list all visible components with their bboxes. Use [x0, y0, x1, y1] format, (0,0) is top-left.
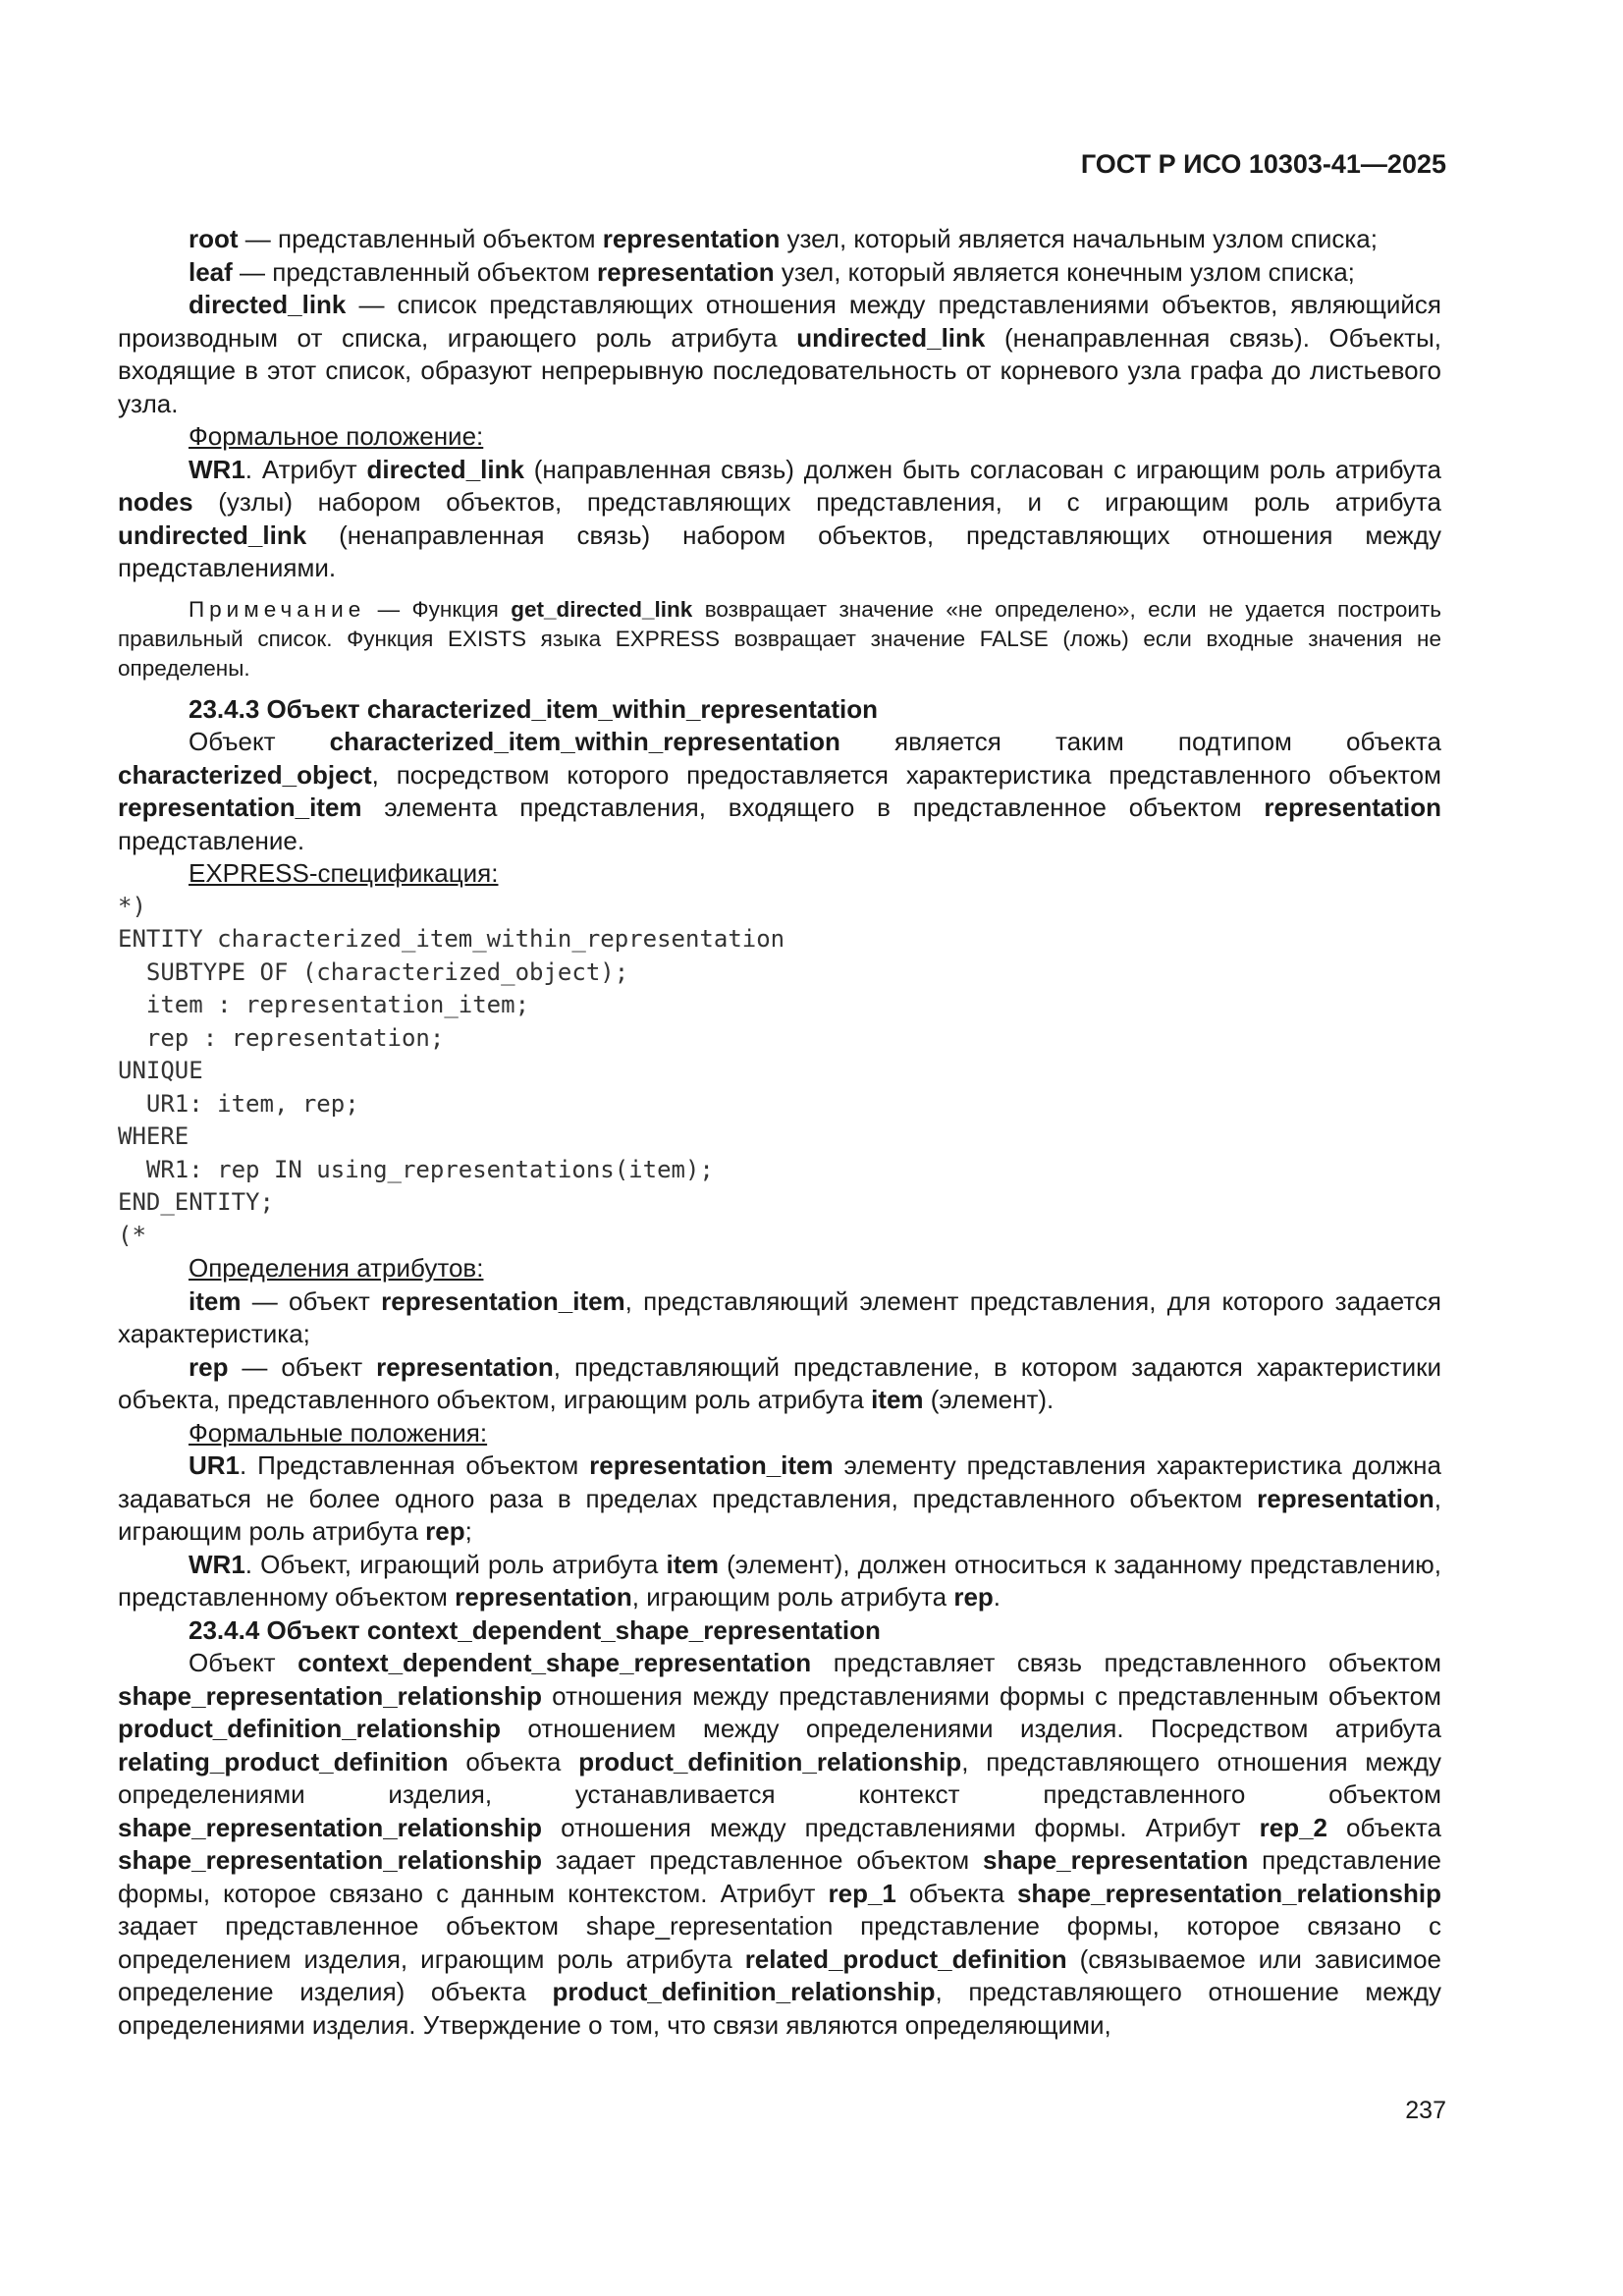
bold-term: WR1 — [189, 454, 245, 484]
note-label: Примечание — [189, 596, 366, 622]
bold-term: nodes — [118, 487, 193, 517]
attribute-definitions-heading: Определения атрибутов: — [189, 1253, 484, 1283]
bold-term: shape_representation_relationship — [118, 1680, 543, 1711]
bold-term: representation — [596, 256, 775, 287]
bold-term: product_definition_relationship — [578, 1746, 962, 1777]
note-text: — Функция get_directed_link возвращает значение «не определено», если не удается построить правильный список. Функция EXISTS языка EXPRESS возвращает значение FALSE (ложь) если входные значения не определены. — [118, 596, 1441, 681]
bold-term: representation — [1264, 793, 1441, 822]
attr-rep-paragraph: rep — объект representation, представляющий представление, в котором задаются характеристики объекта, представленного объектом, играющим роль атрибута item (элемент). — [118, 1351, 1441, 1414]
bold-term: leaf — [189, 256, 233, 287]
bold-term: representation — [1257, 1483, 1434, 1513]
bold-term: UR1 — [189, 1450, 241, 1480]
formal-proposition-heading: Формальное положение: — [189, 421, 484, 451]
bold-term: representation_item — [589, 1450, 834, 1480]
bold-term: item — [666, 1549, 719, 1579]
section-heading-23-4-3: 23.4.3 Объект characterized_item_within_representation — [189, 693, 879, 724]
attr-item-paragraph: item — объект representation_item, представляющий элемент представления, для которого задается характеристика; — [118, 1285, 1441, 1348]
attr-leaf-paragraph: leaf — представленный объектом representation узел, который является конечным узлом списка; — [189, 256, 1355, 287]
bold-term: rep_1 — [828, 1878, 896, 1908]
bold-term: shape_representation — [983, 1845, 1249, 1875]
bold-term: item — [189, 1285, 242, 1316]
wr1-paragraph: WR1. Атрибут directed_link (направленная связь) должен быть согласован с играющим роль атрибута nodes (узлы) набором объектов, представляющих представления, и с играющим роль атрибута undirected_link (ненаправленная связь) набором объектов, представляющих отношения между представлениями. — [118, 454, 1441, 582]
note-paragraph — [118, 595, 1441, 683]
bold-term: context_dependent_shape_representation — [298, 1648, 812, 1677]
bold-term: rep — [953, 1582, 994, 1612]
bold-term: representation — [376, 1351, 554, 1382]
wr1-item-paragraph: WR1. Объект, играющий роль атрибута item (элемент), должен относиться к заданному представлению, представленному объектом representation, играющим роль атрибута rep. — [118, 1549, 1442, 1612]
bold-term: root — [189, 224, 239, 253]
ur1-paragraph: UR1. Представленная объектом representation_item элементу представления характеристика должна задаваться не более одного раза в пределах представления, представленного объектом representation, играющим роль атрибута rep; — [118, 1450, 1441, 1546]
express-spec-heading: EXPRESS-спецификация: — [189, 858, 499, 888]
standard-header: ГОСТ Р ИСО 10303-41—2025 — [1080, 149, 1446, 179]
bold-term: directed_link — [189, 290, 347, 319]
bold-term: representation_item — [118, 793, 362, 822]
bold-term: product_definition_relationship — [118, 1714, 502, 1743]
bold-term: directed_link — [366, 454, 524, 484]
bold-term: shape_representation_relationship — [118, 1812, 543, 1842]
bold-term: characterized_object — [118, 759, 372, 790]
bold-term: undirected_link — [796, 322, 986, 353]
section-23-4-3-description: Объект characterized_item_within_representation является таким подтипом объекта characterized_object, посредством которого предоставляется характеристика представленного объектом representation_item элемента представления, входящего в представленное объектом representation представление. — [118, 727, 1441, 855]
bold-term: representation — [455, 1582, 632, 1612]
bold-term: item — [871, 1385, 924, 1414]
bold-term: relating_product_definition — [118, 1746, 449, 1777]
formal-propositions-heading: Формальные положения: — [189, 1417, 488, 1448]
attr-directed-link-paragraph: directed_link — список представляющих отношения между представлениями объектов, являющийся производным от списка, играющего роль атрибута undirected_link (ненаправленная связь). Объекты, входящие в этот список, образуют непрерывную последовательность от корневого узла графа до листьевого узла. — [118, 290, 1441, 418]
bold-term: WR1 — [189, 1549, 245, 1579]
bold-term: representation — [602, 224, 781, 253]
bold-term: rep — [425, 1516, 465, 1546]
page-body — [118, 223, 1441, 2042]
bold-term: undirected_link — [118, 519, 307, 550]
bold-term: shape_representation_relationship — [118, 1845, 543, 1875]
section-heading-23-4-4: 23.4.4 Объект context_dependent_shape_representation — [189, 1614, 881, 1645]
bold-term: rep_2 — [1259, 1812, 1328, 1842]
bold-term: rep — [189, 1351, 229, 1382]
bold-term: characterized_item_within_representation — [329, 727, 840, 756]
bold-term: shape_representation_relationship — [1016, 1878, 1441, 1908]
section-23-4-4-description: Объект context_dependent_shape_representation представляет связь представленного объектом shape_representation_relationship отношения между представлениями формы с представленным объектом product_definition_relationship отношением между определениями изделия. Посредством атрибута relating_product_definition объекта product_definition_relationship, представляющего отношения между определениями изделия, устанавливается контекст представленного объектом shape_representation_relationship отношения между представлениями формы. Атрибут rep_2 объекта shape_representation_relationship задает представленное объектом shape_representation представление формы, которое связано с данным контекстом. Атрибут rep_1 объекта shape_representation_relationship задает представленное объектом shape_representation представление формы, которое связано с определением изделия, играющим роль атрибута related_product_definition (связываемое или зависимое определение изделия) объекта product_definition_relationship, представляющего отношение между определениями изделия. Утверждение о том, что связи являются определяющими, — [118, 1648, 1442, 2040]
bold-term: get_directed_link — [511, 596, 693, 622]
bold-term: product_definition_relationship — [552, 1977, 936, 2006]
attr-root-paragraph: root — представленный объектом representation узел, который является начальным узлом списка; — [189, 224, 1378, 253]
bold-term: representation_item — [381, 1285, 625, 1316]
bold-term: related_product_definition — [744, 1943, 1067, 1974]
express-code-block: *) ENTITY characterized_item_within_representation SUBTYPE OF (characterized_object); item : representation_item; rep : representation; UNIQUE UR1: item, rep; WHERE WR1: rep IN using_representations(item); END_ENTITY; (* — [118, 892, 785, 1249]
page-number: 237 — [1405, 2097, 1446, 2124]
